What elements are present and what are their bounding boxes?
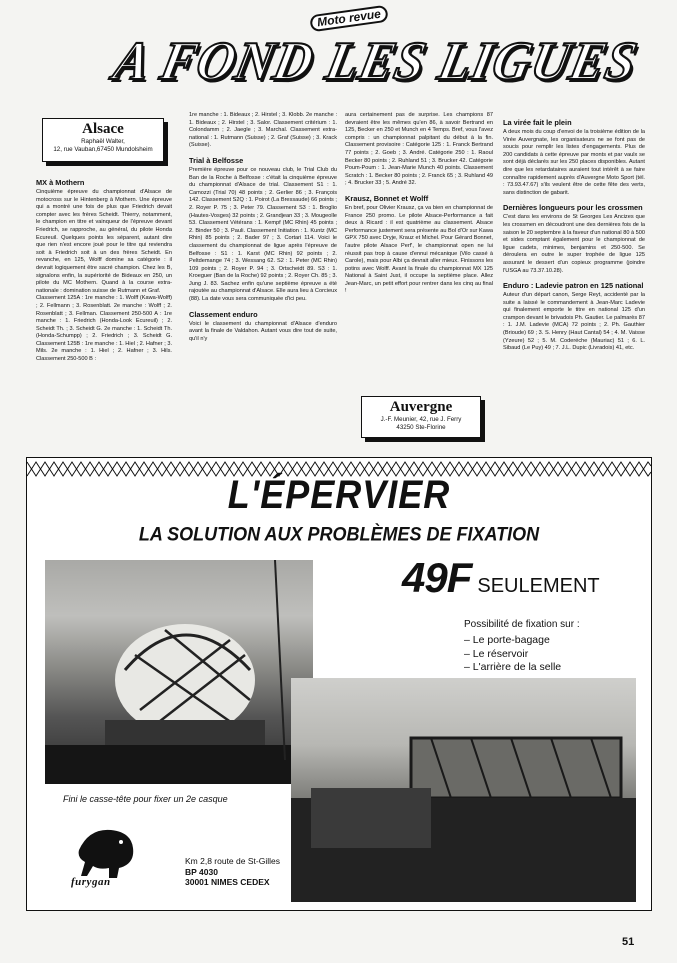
price-note: SEULEMENT — [477, 575, 600, 597]
section-heading: Classement enduro — [189, 309, 258, 319]
auvergne-region-box — [361, 396, 481, 438]
article-paragraph: C'est dans les environs de St Georges Les Ancizes que les crossmen en découdront une des dernières fois de la saison le 20 septembre à la faveur d'un national 80 à 500 et sides comptant également pour le championnat de ligue cadets, minimes, benjamins et 250-500. Se déroulera en outre le super trophée de ligue 125 assurant le dessert d'un copieux programme (joindre l'USGA au 73.37.10.28). — [503, 214, 645, 274]
article-paragraph: A deux mois du coup d'envoi de la troisième édition de la Virée Auvergnate, les organisateurs ne se font pas de soucis pour remplir les listes d'engagements. Plus de 200 candidats à cette épreuve par monts et par vaulx se sont déjà déclarés sur les 250 places disponibles. Autant dire que les retardataires auraient tout intérêt à se faire connaître rapidement auprès d'Auvergne Moto Sport (tél. : 73.93.47.67) s'ils veulent être de cette fête des verts, sans distinction de gabarit. — [503, 129, 645, 196]
column-1 — [36, 172, 172, 364]
section-heading: Dernières longueurs pour les crossmen — [503, 203, 643, 213]
list-item: – Le porte-bagage — [464, 634, 561, 648]
ad-subtitle: LA SOLUTION AUX PROBLÈMES DE FIXATION — [138, 522, 540, 545]
product-photo-helmet — [45, 560, 313, 784]
article-paragraph: Première épreuve pour ce nouveau club, le Trial Club du Ban de la Roche à Belfosse : c'était la cinquième épreuve du championnat d'Alsace de trial. Classement S1 : 1. Camozzi (Trial 70) 48 points ; 2. Gerlier 86 ; 3. François 142. Classement S2Q : 1. Poirot (La Bressaude) 66 points ; 2. Royer P. 75 ; 3. Peter 79. Classement S3 : 1. Broglio (Hautes-Vosges) 32 points ; 2. Grandjean 33 ; 3. Mougeolle 53. Classement Vétérans : 1. Kempf (MC Rhin) 45 points ; 2. Binder 50 ; 3. Pauli. Classement Initiation : 1. Kuntz (MC Rhin) 85 points ; 2. Bader 97 ; 3. Cortari 114. Voici le classement du championnat de ligue après l'épreuve de Belfosse : S1 : 1. Karst (MC Rhin) 92 points ; 2. Peltdemange 74 ; 3. Wessang 62. S2 : 1. Peter (MC Rhin) 109 points ; 2. Royer P. 94 ; 3. Ortscheidt 89. S3 : 1. Kroeguer (Ban de la Roche) 92 points ; 2. Royer Ch. 85 ; 3. Jung J. 83. Sachez enfin qu'une septième épreuve a été rajoutée au championnat d'Alsace. Elle aura lieu à Corcieux (88). La date vous sera communiquée d'ici peu. — [189, 166, 337, 303]
fixation-list — [464, 634, 561, 675]
address-line: 30001 NIMES CEDEX — [185, 877, 270, 887]
region-address: 12, rue Vauban,67450 Mundolsheim — [53, 146, 153, 153]
alsace-region-box — [42, 118, 164, 162]
advertisement — [26, 457, 652, 911]
page-header — [95, 6, 643, 96]
region-address: 43250 Ste-Florine — [396, 424, 446, 431]
region-name: Alsace — [82, 121, 124, 137]
helmet-on-bike-image — [45, 560, 313, 784]
address-line: Km 2,8 route de St-Gilles — [185, 856, 280, 866]
price-value: 49F — [402, 554, 472, 601]
region-name: Auvergne — [389, 399, 453, 415]
article-paragraph: Cinquième épreuve du championnat d'Alsace de motocross sur le Hintenberg à Mothern. Une épreuve qui a montré une fois de plus que Friedrich devait compter avec les frères Scheidt. Thierry, notamment, le champion en titre et vainqueur de l'épreuve devant Friedrich, se rapproche, au général, du pilote Honda Ecureuil. Quelques points les séparent, autant dire que rien n'est encore joué pour le titre qui reviendra soit à Friedrich soit à un des frères Scheidt. En revanche, en 125, Wolff domine sa catégorie : il devrait logiquement être sacré champion. Chez les B, signalons enfin, la supériorité de Bideaux en 250, un pilote du MC Mothern. Quand à la course extra-nationale : domination suisse de Rutmann et Graf. — [36, 189, 172, 294]
section-heading: Krausz, Bonnet et Wolff — [345, 193, 429, 203]
section-heading: La virée fait le plein — [503, 118, 572, 127]
brand-name: furygan — [71, 876, 111, 888]
ad-caption: Fini le casse-tête pour fixer un 2e casque — [63, 794, 228, 804]
panther-logo-icon — [75, 820, 137, 880]
strap-on-rack-image — [291, 678, 636, 902]
column-3 — [345, 112, 493, 296]
price-tag — [402, 554, 600, 602]
column-2 — [189, 112, 337, 343]
ad-title: L'ÉPERVIER — [227, 471, 451, 517]
results-paragraph: 1re manche : 1. Bideaux ; 2. Hirstel ; 3. Klobb. 2e manche : 1. Bideaux ; 2. Hirstel ; 3. Salor. Classement critérium : 1. Colondamm ; 2. Jaegle ; 3. Marchal. Classement extra-national : 1. Rutmann (Suisse) ; 2. Graf (Suisse) ; 3. Krack (Suisse). — [189, 112, 337, 149]
article-paragraph: Voici le classement du championnat d'Alsace d'enduro avant la finale de Valdahon. Autant vous dire tout de suite, qu'il n'y — [189, 320, 337, 342]
section-heading: Enduro : Ladevie patron en 125 national — [503, 281, 644, 291]
address-line: BP 4030 — [185, 866, 218, 877]
column-4 — [503, 112, 645, 353]
article-paragraph: Auteur d'un départ canon, Serge Reyt, accidenté par la suite a laissé le commandement à Jean-Marc Ladevie qui finalement emporte le titre en national 125 d'un crampon devant le brivadois Ph. Gautier. Le palmarès 87 : 1. J.M. Ladevie (MCA) 72 points ; 2. Ph. Gauthier (Brioude) 69 ; 3. S. Henry (Haut Cantal) 54 ; 4. M. Vaisse (Yzeure) 52 ; 5. M. Coderéche (Mauriac) 51 ; 6. L. Sibaud (Le Puy) 49 ; 7. J.L. Dupic (Livradois) 41, etc. — [503, 292, 645, 352]
section-heading: MX à Mothern — [36, 178, 85, 187]
list-item: – L'arrière de la selle — [464, 661, 561, 675]
magazine-logo: Moto revue — [309, 5, 389, 33]
page-number: 51 — [622, 936, 635, 948]
section-heading: Trial à Belfosse — [189, 155, 244, 165]
fixation-heading: Possibilité de fixation sur : — [464, 619, 580, 630]
advertiser-address — [185, 856, 280, 888]
region-contact: J.-F. Meunier, 42, rue J. Ferry — [380, 416, 462, 423]
article-paragraph: aura certainement pas de surprise. Les champions 87 devraient être les mêmes qu'en 86, à savoir Bertrand en 125, Becker en 250 et Munch en 4 Temps. Bref, vous l'avez compris : un championnat palpitant du début à la fin. Classement provisoire : Catégorie 125 : 1. Franck Bertrand 77 points ; 2. Goeb ; 3. André. Catégorie 250 : 1. Raoul Becker 80 points ; 2. Ruhland 51 ; 3. Brucker 42. Catégorie Poum-Poum : 1. Jean-Marie Munch 40 points. Classement Scratch : 1. Becker 80 points ; 2. Franck 65 ; 3. Ruhland 49 ; 4. Brucker 33 ; 5. André 32. — [345, 112, 493, 187]
results-paragraph: Classement 125A : 1re manche : 1. Wolff (Kawa-Wolff) ; 2. Fellmann ; 3. Rosenblatt. 2e manche : Wolff ; 2. Rosenblatt ; 3. Fellman. Classement 250-500 A : 1re manche : 1. Friedrich (Honda-Look Ecureuil) ; 2. Scheidt Th. ; 3. Scheidt G. 2e manche : 1. Scheidt Th. (Honda-Schumpp) ; 2. Friedrich ; 3. Scheidt G. Classement 125B : 1re manche : 1. Hiel ; 2. Hafner ; 3. Mils. 2e manche : 1. Hiel ; 2. Hafner ; 3. Hils. Classement 250-500 B : — [36, 295, 172, 363]
page-title: A FOND LES LIGUES — [108, 31, 643, 92]
article-paragraph: En bref, pour Olivier Krausz, ça va bien en championnat de France 250 promo. Le pilote Alsace-Performance a fait deux à Ricard : il est quatrième au classement. Alsace Performance justement sera présente au Bol d'Or sur Kawa GPX 750 avec Dryje, Krauz et Michel. Pour Gérard Bonnet, l'autre pilote Alsace Perf', le championnat open ne lui réussit pas trop à cause d'ennui mécanique (Vilo cassé à Carole), mais pour Albi ça devrait aller mieux. Finissons les potins avec Wolff. Avant la finale du championnat MX 125 National à Saint Just, il occupe la septième place. Allez Jean-Marc, un petit effort pour rentrer dans les cinq au final ! — [345, 204, 493, 295]
product-photo-rack — [291, 678, 636, 902]
region-contact: Raphaël Walter, — [81, 138, 125, 145]
list-item: – Le réservoir — [464, 648, 561, 662]
